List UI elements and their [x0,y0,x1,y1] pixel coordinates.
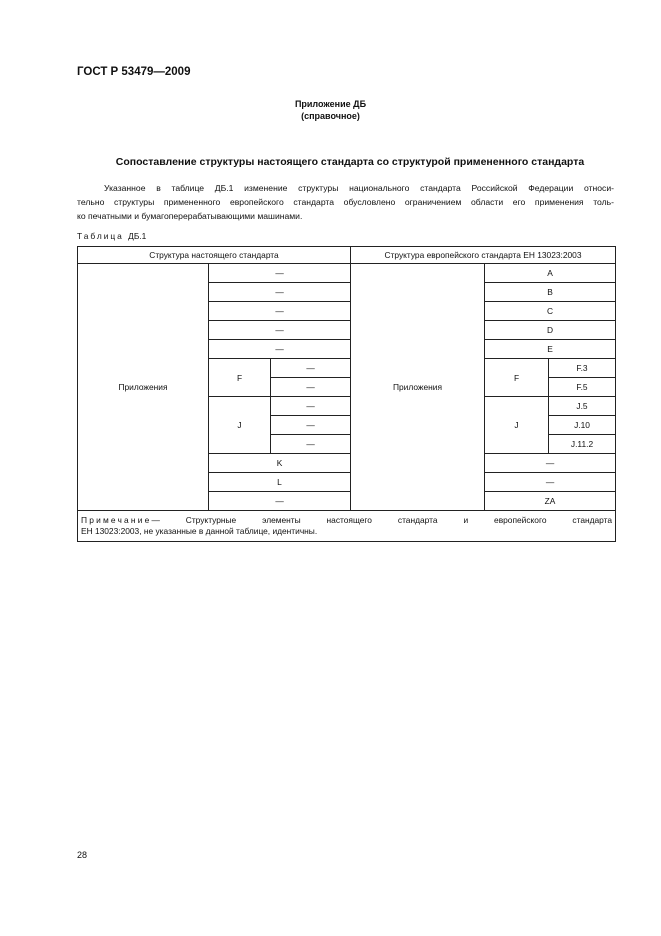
cell: J.11.2 [549,435,616,454]
table-caption [77,231,146,241]
table-note-row [78,511,616,542]
comparison-table [77,246,616,542]
cell-letter: F [485,359,549,397]
cell-letter: F [209,359,271,397]
cell: ZA [485,492,616,511]
cell: K [209,454,351,473]
cell: — [209,283,351,302]
header-left: Структура настоящего стандарта [78,247,351,264]
cell: F.5 [549,378,616,397]
cell-letter: J [209,397,271,454]
cell: F.3 [549,359,616,378]
cell: — [209,492,351,511]
document-code: ГОСТ Р 53479—2009 [77,66,191,78]
annex-subtitle: (справочное) [301,111,360,121]
cell: D [485,321,616,340]
note-line: ЕН 13023:2003, не указанные в данной таблице, идентичны. [81,526,318,536]
table-header-row [78,247,616,264]
cell: J.10 [549,416,616,435]
cell: — [271,359,351,378]
right-group-cell: Приложения [351,264,485,511]
note-dash: — [151,515,160,525]
table-caption-number: ДБ.1 [128,231,147,241]
cell: — [485,473,616,492]
cell: — [209,302,351,321]
cell: A [485,264,616,283]
section-title: Сопоставление структуры настоящего стандарта со структурой примененного стандарта [115,156,585,168]
header-right: Структура европейского стандарта ЕН 13023:2003 [351,247,616,264]
cell: L [209,473,351,492]
cell: — [485,454,616,473]
paragraph-line: ко печатными и бумагоперерабатывающими машинами. [77,211,303,221]
cell: C [485,302,616,321]
cell: E [485,340,616,359]
cell: — [209,264,351,283]
cell: — [209,340,351,359]
note-label: Примечание [81,515,152,525]
annex-title: Приложение ДБ [294,99,367,109]
annex-heading [0,98,661,122]
cell: J.5 [549,397,616,416]
paragraph-line: Указанное в таблице ДБ.1 изменение структуры национального стандарта Российской Федерации относи- [104,183,614,193]
cell: — [271,378,351,397]
note-line [81,515,612,526]
cell: — [209,321,351,340]
intro-paragraph [77,181,614,223]
left-group-cell: Приложения [78,264,209,511]
page-number: 28 [77,850,88,860]
paragraph-line: тельно структуры примененного европейского стандарта обусловлено ограничением области его применения толь- [77,197,614,207]
cell: — [271,416,351,435]
cell: — [271,397,351,416]
cell: B [485,283,616,302]
note-text: Структурные элементы настоящего стандарта и европейского стандарта [185,515,613,525]
table-note [78,511,616,542]
table-row [78,264,616,283]
cell-letter: J [485,397,549,454]
cell: — [271,435,351,454]
table-caption-word: Таблица [77,231,124,241]
